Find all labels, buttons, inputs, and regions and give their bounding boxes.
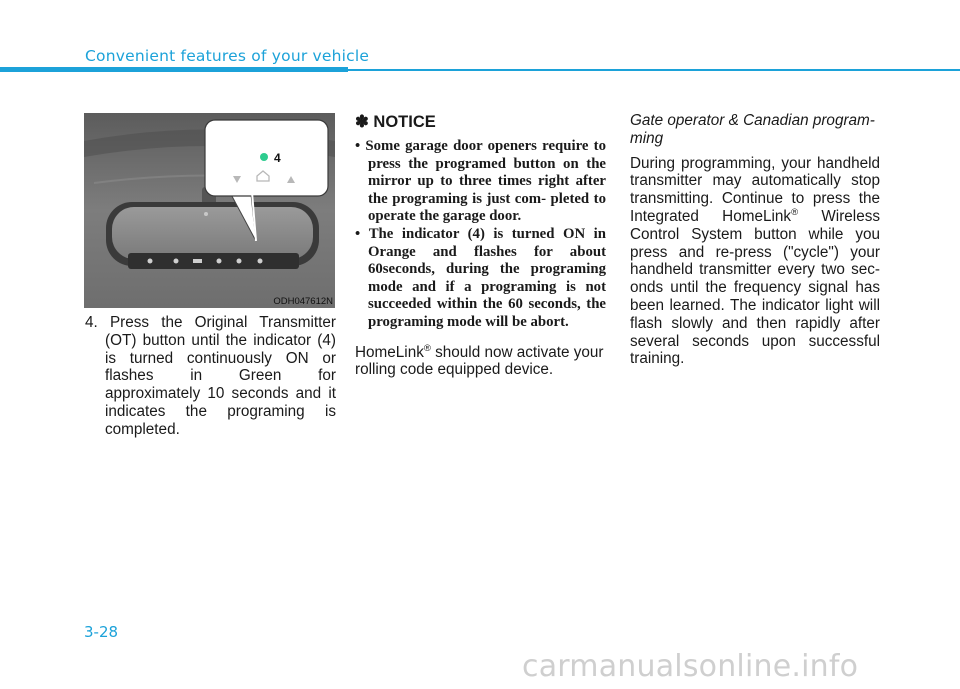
gate-operator-paragraph: During programming, your handheld transmitter may automatically stop transmitting. Continue to press the Integrated HomeLink® Wireless Control System button while you press and re-press ("cycle") your handheld transmitter every two sec- onds until the frequency signal has been learned. The indicator light will flash slowly and then rapidly after several seconds upon successful training. — [630, 154, 880, 368]
step-text: Press the Original Transmitter (OT) button until the indicator (4) is turned continuously ON or flashes in Green for approximately 10 seconds and it indicates the programing is completed. — [105, 314, 337, 438]
page-number: 3-28 — [84, 623, 119, 641]
watermark: carmanualsonline.info — [522, 649, 859, 684]
notice-list — [355, 138, 606, 332]
notice-item: • Some garage door openers require to press the programed button on the mirror up to three times right after the programing is just com- pleted to operate the garage door. — [355, 138, 606, 225]
mirror-illustration — [84, 113, 335, 308]
column-middle — [355, 112, 606, 379]
homelink-paragraph: HomeLink® should now activate your rolling code equipped device. — [355, 342, 604, 379]
indicator-light-icon — [260, 153, 268, 161]
mirror-figure — [84, 113, 335, 308]
mirror-glass — [112, 207, 313, 259]
step-number: 4. — [85, 314, 98, 331]
homelink-button-strip — [128, 253, 299, 269]
column-right — [630, 112, 880, 368]
gate-operator-heading: Gate operator & Canadian program- ming — [630, 112, 875, 147]
notice-item: • The indicator (4) is turned ON in Orange and flashes for about 60seconds, during the programing mode and if a programing is not succeeded within the 60 seconds, the programing mode will be abort. — [355, 225, 606, 330]
header-rule-thick — [0, 67, 348, 72]
notice-title: ✽ NOTICE — [355, 113, 436, 131]
section-title: Convenient features of your vehicle — [85, 47, 370, 65]
figure-caption: ODH047612N — [273, 296, 333, 307]
callout-number: 4 — [274, 151, 281, 165]
column-left — [85, 314, 336, 439]
step-4 — [85, 314, 336, 439]
header-rule-thin — [348, 69, 960, 71]
